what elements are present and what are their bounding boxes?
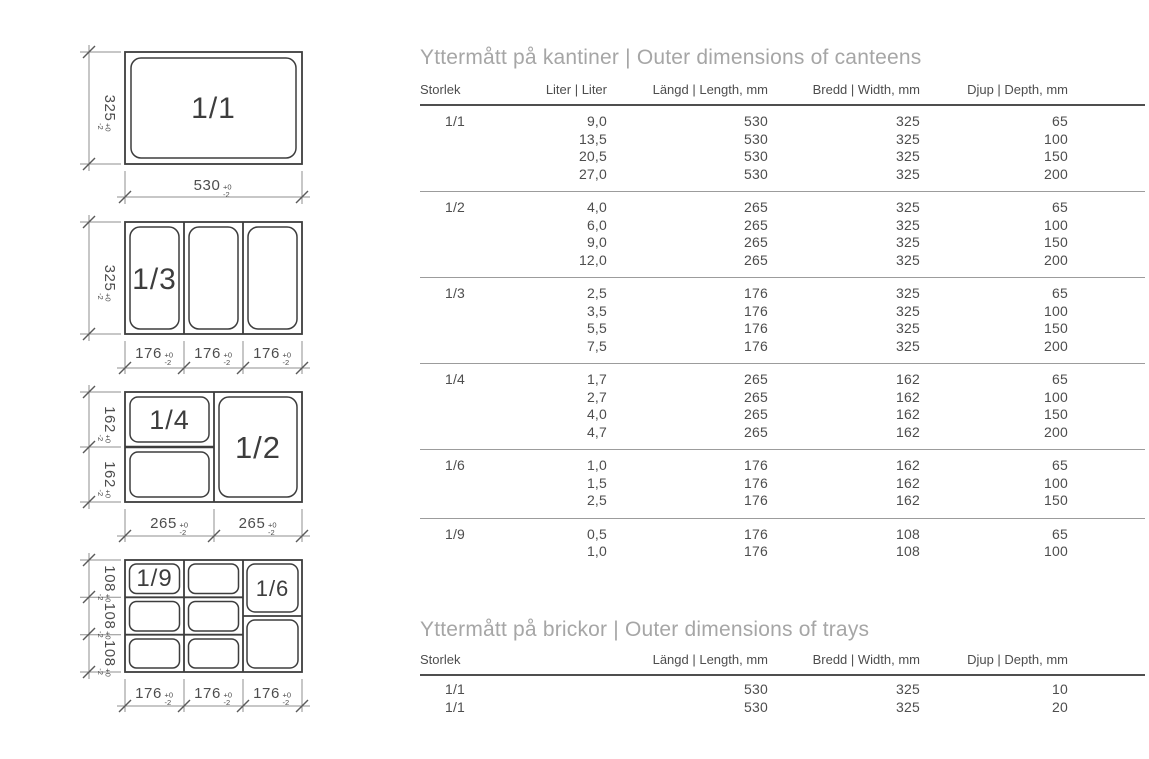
table-cell: 65 (1052, 199, 1068, 215)
svg-text:108: 108 (101, 565, 118, 593)
table-cell: 200 (1044, 165, 1068, 182)
table-cell: 20,5 (578, 148, 607, 164)
table-row (420, 234, 1145, 252)
table-cell: 265 (744, 423, 768, 440)
table-row (420, 450, 1145, 475)
tolerance-top: +0 (164, 690, 174, 700)
table-cell: 1,0 (586, 457, 607, 473)
table-cell: 200 (1044, 337, 1068, 354)
table-cell: 65 (1052, 371, 1068, 387)
tolerance-top: +0 (268, 520, 277, 530)
table-cell: 325 (896, 251, 920, 268)
column-header-djup: Djup | Depth, mm (967, 652, 1068, 667)
table-cell: 200 (1044, 423, 1068, 440)
table-cell: 162 (896, 371, 920, 387)
table-cell: 3,5 (586, 302, 607, 319)
tolerance-top: +0 (103, 123, 113, 132)
svg-text:162: 162 (101, 406, 118, 433)
table-row (420, 543, 1145, 569)
table-row (420, 278, 1145, 303)
tolerance-bottom: -2 (96, 631, 105, 638)
table-cell: 162 (896, 406, 920, 422)
table-cell: 265 (744, 199, 768, 215)
tolerance-bottom: -2 (268, 528, 275, 537)
table-cell: 176 (744, 457, 768, 473)
table-cell: 162 (896, 457, 920, 473)
canteens-section-title: Yttermått på kantiner | Outer dimensions of canteens (420, 46, 922, 69)
pan-size-label: 1/4 (149, 405, 190, 435)
table-cell: 2,5 (586, 492, 607, 508)
table-row (420, 166, 1145, 192)
table-cell: 1,7 (586, 371, 607, 387)
table-cell: 325 (896, 113, 920, 129)
tolerance (180, 521, 189, 538)
table-cell: 150 (1044, 320, 1068, 336)
table-cell: 162 (896, 492, 920, 508)
column-header-bredd: Bredd | Width, mm (812, 652, 920, 667)
table-cell: 162 (896, 423, 920, 440)
tolerance (283, 351, 292, 368)
table-cell: 265 (744, 216, 768, 233)
table-cell: 1/1 (444, 113, 466, 129)
tolerance (165, 691, 174, 708)
table-cell: 100 (1044, 388, 1068, 405)
svg-text:108: 108 (101, 602, 118, 630)
table-cell: 176 (744, 302, 768, 319)
tolerance-bottom: -2 (282, 698, 290, 707)
pan-size-label: 1/6 (255, 576, 290, 601)
table-cell (420, 389, 490, 407)
table-cell (420, 234, 490, 252)
table-cell (420, 543, 490, 569)
tolerance (96, 435, 113, 444)
tolerance-top: +0 (164, 350, 174, 360)
table-cell: 150 (1044, 234, 1068, 250)
table-cell: 265 (744, 234, 768, 250)
table-cell: 530 (744, 148, 768, 164)
pan-size-label: 1/1 (191, 92, 236, 125)
table-cell: 325 (896, 130, 920, 147)
pan-diagrams (0, 0, 340, 754)
tolerance (224, 351, 233, 368)
table-cell: 265 (744, 406, 768, 422)
table-cell: 4,0 (586, 199, 607, 215)
canteens-table (420, 80, 1145, 569)
column-header-langd: Längd | Length, mm (652, 652, 768, 667)
tolerance-bottom: -2 (223, 698, 231, 707)
table-cell: 1/4 (444, 371, 466, 387)
table-cell: 108 (896, 525, 920, 542)
table-cell: 325 (896, 302, 920, 319)
table-cell: 100 (1044, 543, 1068, 559)
svg-text:176: 176 (253, 685, 280, 702)
table-cell: 325 (896, 337, 920, 354)
table-cell: 265 (744, 251, 768, 268)
table-cell (420, 406, 490, 424)
tolerance-top: +0 (103, 489, 113, 499)
tolerance (224, 691, 233, 708)
svg-text:530: 530 (193, 177, 221, 194)
table-cell: 176 (744, 525, 768, 542)
diagram-1-3 (80, 215, 310, 374)
svg-text:108: 108 (101, 639, 118, 667)
table-cell: 9,0 (586, 113, 607, 129)
table-cell: 5,5 (586, 320, 607, 336)
tolerance (96, 631, 113, 640)
table-row (420, 148, 1145, 166)
tolerance-top: +0 (179, 520, 189, 530)
table-cell: 12,0 (578, 251, 607, 268)
table-cell: 150 (1044, 406, 1068, 422)
table-row (420, 475, 1145, 493)
tolerance-bottom: -2 (164, 358, 172, 367)
tables-panel (420, 0, 1149, 754)
svg-text:265: 265 (238, 515, 266, 532)
tolerance-bottom: -2 (96, 434, 105, 442)
table-cell: 108 (896, 543, 920, 559)
tolerance (283, 691, 292, 708)
tolerance-top: +0 (103, 631, 113, 640)
dimension-side (80, 553, 121, 679)
dimension-bottom (117, 679, 310, 712)
table-cell (420, 252, 490, 278)
table-cell (420, 320, 490, 338)
pan-size-label: 1/3 (132, 263, 177, 296)
diagram-1-1 (80, 45, 310, 204)
canteens-table-header (420, 80, 1145, 105)
trays-table-header (420, 650, 1145, 675)
tolerance-top: +0 (103, 434, 113, 444)
table-row (420, 252, 1145, 278)
table-cell: 176 (744, 492, 768, 508)
table-cell: 100 (1044, 130, 1068, 147)
tolerance-top: +0 (223, 690, 233, 700)
table-cell: 325 (896, 320, 920, 336)
table-cell: 27,0 (578, 165, 607, 182)
tolerance (165, 351, 174, 368)
table-cell: 100 (1044, 302, 1068, 319)
diagram-1-4-1-2 (80, 385, 310, 542)
table-row (420, 675, 1145, 699)
table-cell: 1/1 (444, 698, 466, 715)
table-cell: 265 (744, 371, 768, 387)
tolerance-bottom: -2 (164, 698, 172, 707)
table-cell: 176 (744, 543, 768, 559)
table-cell: 7,5 (586, 337, 607, 354)
tolerance (96, 668, 113, 677)
trays-section-title: Yttermått på brickor | Outer dimensions of trays (420, 618, 870, 641)
dimension-side (80, 215, 121, 341)
column-header-storlek: Storlek (420, 652, 461, 667)
tolerance-top: +0 (282, 690, 292, 700)
table-cell (420, 217, 490, 235)
table-cell: 325 (896, 698, 920, 715)
table-cell (420, 424, 490, 450)
table-row (420, 699, 1145, 725)
table-cell (420, 148, 490, 166)
table-cell: 162 (896, 474, 920, 491)
table-cell: 1/1 (444, 681, 466, 697)
table-row (420, 217, 1145, 235)
table-cell: 200 (1044, 251, 1068, 268)
table-cell: 530 (744, 113, 768, 129)
table-cell: 530 (744, 165, 768, 182)
table-cell: 162 (896, 388, 920, 405)
table-row (420, 424, 1145, 450)
table-cell: 265 (744, 388, 768, 405)
table-cell: 1/6 (444, 457, 466, 473)
table-cell: 10 (1052, 681, 1068, 697)
size-group-1-4 (420, 364, 1145, 450)
table-cell: 2,5 (586, 285, 607, 301)
tolerance (96, 293, 113, 302)
dimension-side (80, 385, 121, 509)
tolerance-bottom: -2 (179, 528, 187, 537)
table-cell: 530 (744, 681, 768, 697)
tolerance-bottom: -2 (223, 358, 231, 367)
table-cell: 65 (1052, 113, 1068, 129)
tolerance-bottom: -2 (223, 190, 230, 199)
table-row (420, 406, 1145, 424)
tolerance-bottom: -2 (96, 293, 105, 300)
svg-text:265: 265 (150, 515, 177, 532)
table-cell: 1/9 (444, 525, 466, 542)
tolerance-top: +0 (223, 182, 232, 192)
tolerance-bottom: -2 (96, 668, 105, 675)
size-group-1-2 (420, 192, 1145, 278)
dimension-bottom (117, 341, 310, 374)
column-header-liter: Liter | Liter (545, 82, 607, 97)
tolerance-bottom: -2 (96, 123, 105, 130)
table-cell (420, 475, 490, 493)
table-cell: 530 (744, 130, 768, 147)
column-header-storlek: Storlek (420, 82, 461, 97)
size-group-1-9 (420, 518, 1145, 569)
svg-text:176: 176 (135, 685, 162, 702)
table-cell: 1/2 (444, 199, 466, 215)
dimension-bottom (117, 509, 310, 542)
pan-size-label: 1/9 (136, 565, 173, 592)
table-cell: 2,7 (586, 388, 607, 405)
svg-text:325: 325 (101, 94, 118, 122)
svg-text:176: 176 (194, 345, 221, 362)
svg-text:325: 325 (101, 264, 118, 292)
table-cell (420, 338, 490, 364)
table-cell: 1,5 (586, 474, 607, 491)
dimension-bottom (117, 171, 310, 204)
table-cell (420, 166, 490, 192)
tolerance-bottom: -2 (96, 489, 105, 497)
table-cell (420, 131, 490, 149)
table-cell: 65 (1052, 457, 1068, 473)
table-cell: 325 (896, 165, 920, 182)
table-row (420, 131, 1145, 149)
table-cell: 176 (744, 285, 768, 301)
table-cell: 65 (1052, 525, 1068, 542)
tolerance-top: +0 (282, 350, 292, 360)
table-row (420, 192, 1145, 217)
tolerance-top: +0 (103, 593, 113, 603)
table-row (420, 303, 1145, 321)
table-cell: 150 (1044, 148, 1068, 164)
table-cell: 530 (744, 698, 768, 715)
column-header-langd: Längd | Length, mm (652, 82, 768, 97)
tolerance-top: +0 (103, 668, 113, 677)
diagram-1-9-1-6 (80, 553, 310, 712)
table-row (420, 389, 1145, 407)
svg-text:162: 162 (101, 461, 118, 488)
tolerance-bottom: -2 (96, 593, 105, 601)
table-row (420, 320, 1145, 338)
table-cell: 176 (744, 337, 768, 354)
table-cell: 176 (744, 320, 768, 336)
table-cell: 20 (1052, 698, 1068, 715)
table-cell: 100 (1044, 216, 1068, 233)
tolerance-top: +0 (223, 350, 233, 360)
trays-table (420, 650, 1145, 724)
size-group (420, 675, 1145, 724)
table-cell: 65 (1052, 285, 1068, 301)
table-row (420, 364, 1145, 389)
table-cell: 6,0 (586, 216, 607, 233)
table-row (420, 105, 1145, 131)
size-group-1-1 (420, 105, 1145, 192)
table-cell: 325 (896, 216, 920, 233)
svg-text:176: 176 (194, 685, 221, 702)
table-row (420, 492, 1145, 518)
table-cell: 325 (896, 199, 920, 215)
table-row (420, 338, 1145, 364)
table-cell: 1,0 (586, 543, 607, 559)
table-cell: 1/3 (444, 285, 466, 301)
table-row (420, 518, 1145, 543)
table-cell: 150 (1044, 492, 1068, 508)
svg-text:176: 176 (135, 345, 162, 362)
table-cell: 13,5 (578, 130, 607, 147)
table-cell: 325 (896, 681, 920, 697)
tolerance (96, 594, 113, 603)
size-group-1-3 (420, 278, 1145, 364)
tolerance-bottom: -2 (282, 358, 290, 367)
svg-text:176: 176 (253, 345, 280, 362)
table-cell (420, 303, 490, 321)
table-cell: 325 (896, 234, 920, 250)
table-cell: 4,7 (586, 423, 607, 440)
tolerance (96, 490, 113, 499)
table-cell: 100 (1044, 474, 1068, 491)
pan-size-label: 1/2 (234, 430, 282, 465)
column-header-djup: Djup | Depth, mm (967, 82, 1068, 97)
table-cell (420, 492, 490, 518)
size-group-1-6 (420, 450, 1145, 519)
tolerance-top: +0 (103, 293, 113, 302)
dimension-side (80, 45, 121, 171)
table-cell: 9,0 (586, 234, 607, 250)
table-cell: 325 (896, 285, 920, 301)
table-cell: 325 (896, 148, 920, 164)
table-cell: 176 (744, 474, 768, 491)
table-cell: 4,0 (586, 406, 607, 422)
tolerance (268, 521, 277, 538)
tolerance (96, 123, 113, 132)
column-header-bredd: Bredd | Width, mm (812, 82, 920, 97)
table-cell: 0,5 (586, 525, 607, 542)
